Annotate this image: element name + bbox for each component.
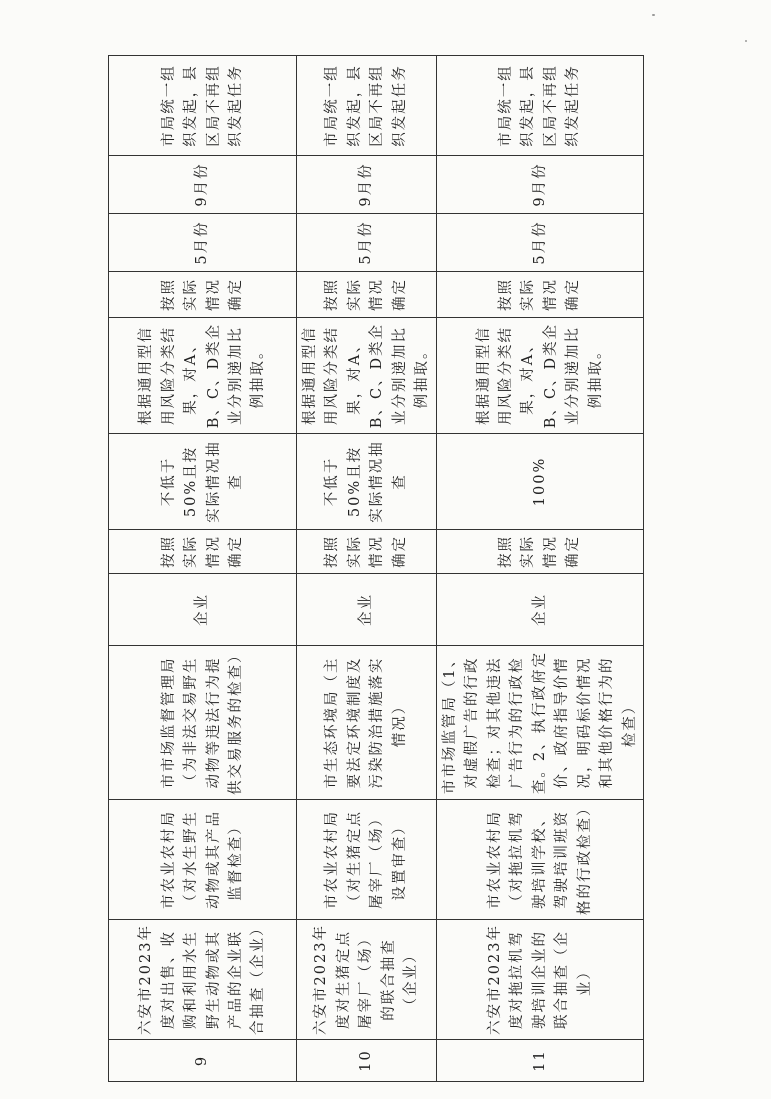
object-count: 按照实际情况确定 bbox=[297, 530, 437, 574]
partner-department: 市市场监管局（1、对虚假广告的行政检查；对其他违法广告行为的行政检查。2、执行政府定价、政府指导价情况，明码标价情况和其他价格行为的检查） bbox=[436, 646, 643, 800]
row-number: 10 bbox=[297, 1040, 437, 1082]
sampling-method: 根据通用型信用风险分类结果，对A、B、C、D类企业分别递加比例抽取。 bbox=[109, 318, 297, 434]
scan-speck bbox=[745, 40, 747, 42]
task-name: 六安市2023年度对生猪定点屠宰厂（场）的联合抽查（企业） bbox=[297, 920, 437, 1040]
partner-department: 市生态环境局（主要法定环境制度及污染防治措施落实情况） bbox=[297, 646, 437, 800]
table-row bbox=[109, 56, 297, 1082]
scan-speck bbox=[652, 14, 655, 16]
row-number: 11 bbox=[436, 1040, 643, 1082]
table-row bbox=[436, 56, 643, 1082]
initiating-department: 市农业农村局（对生猪定点屠宰厂（场）设置审查） bbox=[297, 800, 437, 920]
sample-quantity: 按照实际情况确定 bbox=[436, 272, 643, 318]
initiating-department: 市农业农村局（对拖拉机驾驶培训学校、驾驶培训班资格的行政检查） bbox=[436, 800, 643, 920]
object-count: 按照实际情况确定 bbox=[436, 530, 643, 574]
start-time: 5月份 bbox=[297, 214, 437, 272]
inspection-schedule-table bbox=[108, 55, 644, 1082]
object-count: 按照实际情况确定 bbox=[109, 530, 297, 574]
sampling-ratio: 不低于50%且按实际情况抽查 bbox=[297, 434, 437, 530]
inspection-object: 企业 bbox=[436, 574, 643, 646]
rotated-table-container bbox=[108, 56, 638, 1082]
sampling-method: 根据通用型信用风险分类结果，对A、B、C、D类企业分别递加比例抽取。 bbox=[297, 318, 437, 434]
table-row bbox=[297, 56, 437, 1082]
start-time: 5月份 bbox=[436, 214, 643, 272]
row-number: 9 bbox=[109, 1040, 297, 1082]
sample-quantity: 按照实际情况确定 bbox=[297, 272, 437, 318]
inspection-object: 企业 bbox=[109, 574, 297, 646]
remark: 市局统一组织发起，县区局不再组织发起任务 bbox=[297, 56, 437, 156]
inspection-object: 企业 bbox=[297, 574, 437, 646]
task-name: 六安市2023年度对拖拉机驾驶培训企业的联合抽查（企业） bbox=[436, 920, 643, 1040]
partner-department: 市市场监督管理局（为非法交易野生动物等违法行为提供交易服务的检查） bbox=[109, 646, 297, 800]
sampling-ratio: 不低于50%且按实际情况抽查 bbox=[109, 434, 297, 530]
sampling-ratio: 100% bbox=[436, 434, 643, 530]
remark: 市局统一组织发起，县区局不再组织发起任务 bbox=[436, 56, 643, 156]
task-name: 六安市2023年度对出售、收购和利用水生野生动物或其产品的企业联合抽查（企业） bbox=[109, 920, 297, 1040]
end-time: 9月份 bbox=[109, 156, 297, 214]
sample-quantity: 按照实际情况确定 bbox=[109, 272, 297, 318]
start-time: 5月份 bbox=[109, 214, 297, 272]
initiating-department: 市农业农村局（对水生野生动物或其产品监督检查） bbox=[109, 800, 297, 920]
end-time: 9月份 bbox=[436, 156, 643, 214]
remark: 市局统一组织发起，县区局不再组织发起任务 bbox=[109, 56, 297, 156]
end-time: 9月份 bbox=[297, 156, 437, 214]
sampling-method: 根据通用型信用风险分类结果，对A、B、C、D类企业分别递加比例抽取。 bbox=[436, 318, 643, 434]
